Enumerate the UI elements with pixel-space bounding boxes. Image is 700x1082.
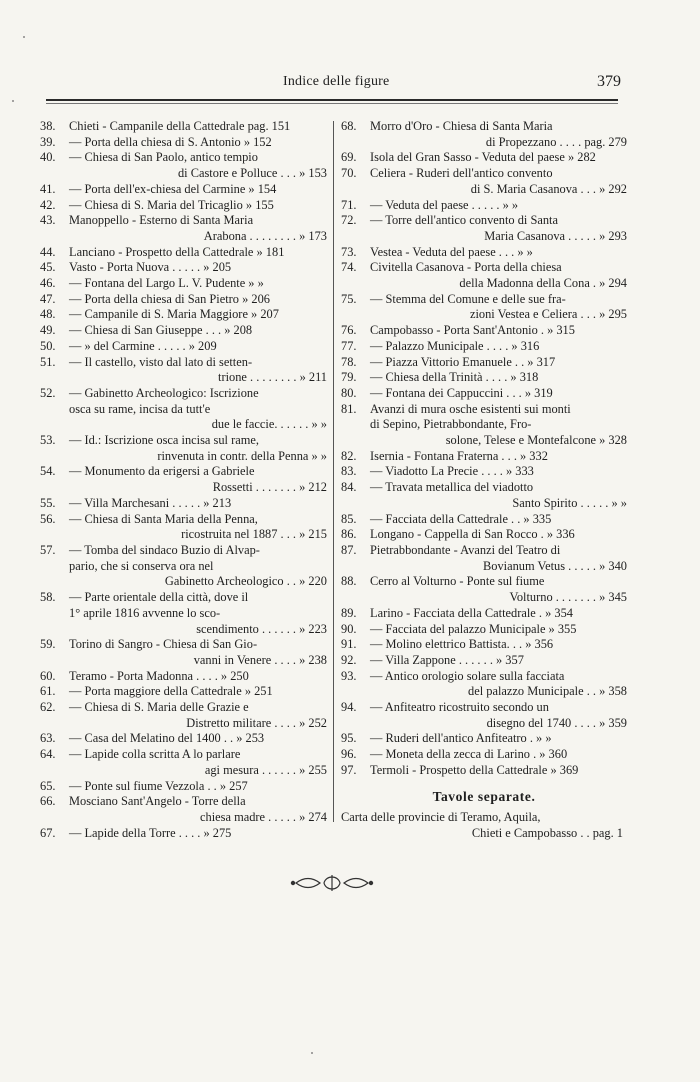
entry-text: Mosciano Sant'Angelo - Torre della bbox=[69, 794, 246, 809]
figure-number: 94. bbox=[341, 700, 357, 715]
entry-first-line bbox=[40, 355, 327, 371]
figure-number: 48. bbox=[40, 307, 56, 322]
entry-continuation-line: Gabinetto Archeologico . . » 220 bbox=[164, 574, 327, 589]
ornament-fleuron-icon bbox=[290, 873, 374, 893]
entry-text: — Chiesa di S. Maria delle Grazie e bbox=[69, 700, 249, 715]
index-entry bbox=[40, 355, 327, 386]
figure-number: 41. bbox=[40, 181, 56, 196]
entry-first-line bbox=[40, 684, 327, 700]
index-entry bbox=[40, 747, 327, 778]
plates-line-2: Chieti e Campobasso . . pag. 1 bbox=[471, 825, 623, 840]
figure-number: 60. bbox=[40, 668, 56, 683]
entry-first-line bbox=[40, 276, 327, 292]
entry-continuation-line: due le faccie. . . . . . » » bbox=[211, 417, 327, 432]
entry-first-line bbox=[40, 700, 327, 716]
entry-text: — Porta della chiesa di S. Antonio » 152 bbox=[69, 134, 272, 149]
entry-continuation-line: zioni Vestea e Celiera . . . » 295 bbox=[469, 307, 627, 322]
entry-first-line bbox=[40, 119, 327, 135]
figure-number: 95. bbox=[341, 731, 357, 746]
index-column-right bbox=[341, 119, 627, 842]
index-entry bbox=[341, 339, 627, 355]
entry-text: Isola del Gran Sasso - Veduta del paese » 282 bbox=[370, 150, 596, 165]
entry-text: Pietrabbondante - Avanzi del Teatro di bbox=[370, 542, 561, 557]
figure-number: 91. bbox=[341, 637, 357, 652]
entry-text: — Travata metallica del viadotto bbox=[370, 480, 534, 495]
entry-text: Cerro al Volturno - Ponte sul fiume bbox=[370, 574, 545, 589]
index-entry bbox=[40, 590, 327, 637]
figure-number: 90. bbox=[341, 621, 357, 636]
entry-first-line bbox=[40, 731, 327, 747]
figure-number: 87. bbox=[341, 542, 357, 557]
index-entry bbox=[341, 119, 627, 150]
entry-first-line bbox=[40, 637, 327, 653]
figure-number: 43. bbox=[40, 213, 56, 228]
entry-first-line bbox=[341, 292, 627, 308]
entry-first-line bbox=[40, 307, 327, 323]
entry-first-line bbox=[341, 700, 627, 716]
entry-continuation-line: chiesa madre . . . . . » 274 bbox=[200, 809, 327, 824]
figure-number: 92. bbox=[341, 652, 357, 667]
entry-text: — Viadotto La Precie . . . . » 333 bbox=[370, 464, 534, 479]
entry-text: — Villa Zappone . . . . . . » 357 bbox=[370, 652, 524, 667]
entry-continuation-line: di Sepino, Pietrabbondante, Fro- bbox=[370, 417, 532, 432]
entry-first-line bbox=[341, 386, 627, 402]
figure-number: 65. bbox=[40, 778, 56, 793]
figure-number: 82. bbox=[341, 448, 357, 463]
entry-text: — Piazza Vittorio Emanuele . . » 317 bbox=[370, 354, 556, 369]
paper-speck bbox=[23, 36, 25, 38]
index-entry bbox=[341, 480, 627, 511]
index-entry bbox=[341, 292, 627, 323]
entry-first-line bbox=[341, 166, 627, 182]
figure-number: 62. bbox=[40, 700, 56, 715]
index-entry bbox=[40, 496, 327, 512]
plates-heading: Tavole separate. bbox=[432, 788, 536, 804]
entry-text: — Porta della chiesa di San Pietro » 206 bbox=[69, 291, 270, 306]
entry-text: Vasto - Porta Nuova . . . . . » 205 bbox=[69, 260, 232, 275]
entry-continuation-line: del palazzo Municipale . . » 358 bbox=[468, 684, 627, 699]
entry-continuation-line: solone, Telese e Montefalcone » 328 bbox=[445, 433, 627, 448]
entry-text: — Anfiteatro ricostruito secondo un bbox=[370, 700, 549, 715]
entry-text: — Chiesa di S. Maria del Tricaglio » 155 bbox=[69, 197, 274, 212]
entry-first-line bbox=[40, 496, 327, 512]
index-entry bbox=[341, 543, 627, 574]
figure-number: 79. bbox=[341, 370, 357, 385]
figure-number: 38. bbox=[40, 119, 56, 133]
entry-text: Longano - Cappella di San Rocco . » 336 bbox=[370, 527, 575, 542]
entry-first-line bbox=[341, 370, 627, 386]
index-entry bbox=[341, 700, 627, 731]
entry-first-line bbox=[40, 779, 327, 795]
entry-first-line bbox=[341, 198, 627, 214]
figure-number: 89. bbox=[341, 605, 357, 620]
figure-number: 42. bbox=[40, 197, 56, 212]
entry-text: — Stemma del Comune e delle sue fra- bbox=[370, 291, 566, 306]
right-entries bbox=[341, 119, 627, 779]
index-entry bbox=[40, 684, 327, 700]
index-entry bbox=[341, 731, 627, 747]
figure-number: 71. bbox=[341, 197, 357, 212]
index-entry bbox=[341, 323, 627, 339]
entry-text: Chieti - Campanile della Cattedrale pag. 151 bbox=[69, 119, 291, 133]
figure-number: 88. bbox=[341, 574, 357, 589]
index-entry bbox=[40, 669, 327, 685]
entry-first-line bbox=[341, 260, 627, 276]
figure-number: 83. bbox=[341, 464, 357, 479]
entry-text: Termoli - Prospetto della Cattedrale » 369 bbox=[370, 762, 579, 777]
index-entry bbox=[40, 433, 327, 464]
entry-first-line bbox=[341, 449, 627, 465]
figure-number: 73. bbox=[341, 244, 357, 259]
index-entry bbox=[40, 198, 327, 214]
figure-number: 76. bbox=[341, 323, 357, 338]
index-entry bbox=[341, 150, 627, 166]
entry-text: — Tomba del sindaco Buzio di Alvap- bbox=[69, 542, 260, 557]
entry-continuation-line: osca su rame, incisa da tutt'e bbox=[69, 401, 211, 416]
index-entry bbox=[40, 464, 327, 495]
index-entry bbox=[40, 119, 327, 135]
index-entry bbox=[341, 370, 627, 386]
entry-text: Avanzi di mura osche esistenti sui monti bbox=[370, 401, 571, 416]
entry-first-line bbox=[341, 574, 627, 590]
index-entry bbox=[341, 747, 627, 763]
entry-text: — Torre dell'antico convento di Santa bbox=[370, 213, 558, 228]
entry-first-line bbox=[341, 606, 627, 622]
index-entry bbox=[341, 245, 627, 261]
entry-continuation-line: di Castore e Polluce . . . » 153 bbox=[177, 166, 327, 181]
paper-speck bbox=[12, 100, 14, 102]
page-number: 379 bbox=[597, 73, 621, 90]
entry-text: — Gabinetto Archeologico: Iscrizione bbox=[69, 385, 259, 400]
figure-number: 61. bbox=[40, 684, 56, 699]
index-entry bbox=[40, 135, 327, 151]
entry-text: — Porta maggiore della Cattedrale » 251 bbox=[69, 684, 273, 699]
index-entry bbox=[341, 213, 627, 244]
index-entry bbox=[40, 826, 327, 842]
entry-continuation-line: Bovianum Vetus . . . . . » 340 bbox=[483, 558, 627, 573]
entry-first-line bbox=[40, 150, 327, 166]
figure-number: 93. bbox=[341, 668, 357, 683]
entry-first-line bbox=[40, 198, 327, 214]
entry-first-line bbox=[40, 245, 327, 261]
entry-first-line bbox=[40, 260, 327, 276]
index-entry bbox=[341, 669, 627, 700]
figure-number: 80. bbox=[341, 385, 357, 400]
entry-continuation-line: vanni in Venere . . . . » 238 bbox=[193, 652, 327, 667]
entry-first-line bbox=[341, 669, 627, 685]
index-entry bbox=[40, 512, 327, 543]
entry-first-line bbox=[341, 527, 627, 543]
index-entry bbox=[341, 166, 627, 197]
entry-text: — Facciata della Cattedrale . . » 335 bbox=[370, 511, 552, 526]
index-entry bbox=[341, 402, 627, 449]
entry-first-line bbox=[341, 339, 627, 355]
entry-text: — Campanile di S. Maria Maggiore » 207 bbox=[69, 307, 279, 322]
entry-text: Celiera - Ruderi dell'antico convento bbox=[370, 166, 553, 181]
figure-number: 63. bbox=[40, 731, 56, 746]
entry-first-line bbox=[40, 590, 327, 606]
entry-first-line bbox=[341, 480, 627, 496]
figure-number: 44. bbox=[40, 244, 56, 259]
entry-text: — Id.: Iscrizione osca incisa sul rame, bbox=[69, 433, 259, 448]
entry-first-line bbox=[341, 213, 627, 229]
figure-number: 59. bbox=[40, 637, 56, 652]
entry-continuation-line: di Propezzano . . . . pag. 279 bbox=[485, 134, 627, 149]
entry-continuation-line: Maria Casanova . . . . . » 293 bbox=[484, 228, 627, 243]
entry-text: — Veduta del paese . . . . . » » bbox=[370, 197, 519, 212]
entry-text: — Moneta della zecca di Larino . » 360 bbox=[370, 747, 568, 762]
entry-first-line bbox=[40, 669, 327, 685]
index-entry bbox=[341, 622, 627, 638]
entry-text: Morro d'Oro - Chiesa di Santa Maria bbox=[370, 119, 553, 133]
entry-first-line bbox=[40, 794, 327, 810]
entry-text: — Casa del Melatino del 1400 . . » 253 bbox=[69, 731, 265, 746]
page-title: Indice delle figure bbox=[283, 74, 390, 89]
figure-number: 55. bbox=[40, 495, 56, 510]
figure-number: 56. bbox=[40, 511, 56, 526]
entry-first-line bbox=[341, 323, 627, 339]
entry-continuation-line: trione . . . . . . . . » 211 bbox=[218, 370, 327, 385]
entry-first-line bbox=[341, 464, 627, 480]
index-entry bbox=[341, 464, 627, 480]
figure-number: 50. bbox=[40, 338, 56, 353]
entry-text: Teramo - Porta Madonna . . . . » 250 bbox=[69, 668, 249, 683]
entry-text: — Porta dell'ex-chiesa del Carmine » 154 bbox=[69, 181, 277, 196]
index-entry bbox=[341, 449, 627, 465]
figure-number: 74. bbox=[341, 260, 357, 275]
index-entry bbox=[40, 323, 327, 339]
entry-continuation-line: disegno del 1740 . . . . » 359 bbox=[486, 715, 627, 730]
column-divider bbox=[333, 121, 334, 822]
index-entry bbox=[341, 260, 627, 291]
figure-number: 81. bbox=[341, 401, 357, 416]
entry-text: — Chiesa di Santa Maria della Penna, bbox=[69, 511, 258, 526]
entry-first-line bbox=[341, 747, 627, 763]
index-entry bbox=[40, 276, 327, 292]
entry-continuation-line: pario, che si conserva ora nel bbox=[69, 558, 214, 573]
entry-first-line bbox=[40, 433, 327, 449]
entry-first-line bbox=[341, 731, 627, 747]
entry-continuation-line: scendimento . . . . . . » 223 bbox=[196, 621, 327, 636]
entry-continuation-line: 1° aprile 1816 avvenne lo sco- bbox=[69, 605, 221, 620]
entry-continuation-line: ricostruita nel 1887 . . . » 215 bbox=[181, 527, 327, 542]
index-entry bbox=[341, 763, 627, 779]
index-entry bbox=[40, 731, 327, 747]
plates-line-1: Carta delle provincie di Teramo, Aquila, bbox=[341, 810, 541, 825]
index-entry bbox=[40, 543, 327, 590]
entry-first-line bbox=[341, 543, 627, 559]
index-column-left bbox=[40, 119, 327, 841]
entry-text: — Palazzo Municipale . . . . » 316 bbox=[370, 338, 540, 353]
entry-first-line bbox=[40, 386, 327, 402]
figure-number: 69. bbox=[341, 150, 357, 165]
entry-continuation-line: Distretto militare . . . . » 252 bbox=[186, 715, 327, 730]
figure-number: 72. bbox=[341, 213, 357, 228]
index-entry bbox=[40, 779, 327, 795]
header-rule-thick bbox=[46, 99, 618, 101]
figure-number: 96. bbox=[341, 747, 357, 762]
figure-number: 67. bbox=[40, 825, 56, 840]
entry-first-line bbox=[341, 355, 627, 371]
figure-number: 58. bbox=[40, 590, 56, 605]
figure-number: 46. bbox=[40, 276, 56, 291]
entry-text: Manoppello - Esterno di Santa Maria bbox=[69, 213, 254, 228]
index-entry bbox=[40, 150, 327, 181]
figure-number: 52. bbox=[40, 385, 56, 400]
entry-continuation-line: agi mesura . . . . . . » 255 bbox=[204, 762, 327, 777]
plates-entry bbox=[341, 810, 627, 841]
entry-text: — Fontana del Largo L. V. Pudente » » bbox=[69, 276, 264, 291]
entry-text: Vestea - Veduta del paese . . . » » bbox=[370, 244, 533, 259]
index-entry bbox=[40, 794, 327, 825]
entry-first-line bbox=[341, 763, 627, 779]
entry-continuation-line: della Madonna della Cona . » 294 bbox=[459, 276, 627, 291]
index-entry bbox=[341, 355, 627, 371]
entry-first-line bbox=[40, 826, 327, 842]
index-entry bbox=[341, 653, 627, 669]
index-entry bbox=[40, 182, 327, 198]
entry-text: — Monumento da erigersi a Gabriele bbox=[69, 464, 255, 479]
index-entry bbox=[40, 292, 327, 308]
entry-continuation-line: Santo Spirito . . . . . » » bbox=[512, 495, 627, 510]
entry-first-line bbox=[341, 119, 627, 135]
figure-number: 97. bbox=[341, 762, 357, 777]
figure-number: 47. bbox=[40, 291, 56, 306]
figure-number: 40. bbox=[40, 150, 56, 165]
figure-number: 77. bbox=[341, 338, 357, 353]
entry-text: — Parte orientale della città, dove il bbox=[69, 590, 249, 605]
figure-number: 57. bbox=[40, 542, 56, 557]
index-entry bbox=[341, 512, 627, 528]
entry-text: — Ruderi dell'antico Anfiteatro . » » bbox=[370, 731, 552, 746]
index-entry bbox=[341, 606, 627, 622]
index-entry bbox=[40, 260, 327, 276]
figure-number: 53. bbox=[40, 433, 56, 448]
entry-continuation-line: di S. Maria Casanova . . . » 292 bbox=[470, 181, 627, 196]
entry-text: — Chiesa di San Giuseppe . . . » 208 bbox=[69, 323, 253, 338]
entry-first-line bbox=[341, 653, 627, 669]
index-entry bbox=[40, 307, 327, 323]
figure-number: 49. bbox=[40, 323, 56, 338]
index-entry bbox=[341, 527, 627, 543]
entry-first-line bbox=[341, 245, 627, 261]
entry-first-line bbox=[341, 512, 627, 528]
entry-text: — » del Carmine . . . . . » 209 bbox=[69, 338, 217, 353]
entry-text: — Molino elettrico Battista. . . » 356 bbox=[370, 637, 554, 652]
entry-text: — Ponte sul fiume Vezzola . . » 257 bbox=[69, 778, 248, 793]
entry-text: — Fontana dei Cappuccini . . . » 319 bbox=[370, 385, 553, 400]
entry-continuation-line: rinvenuta in contr. della Penna » » bbox=[157, 448, 327, 463]
entry-first-line bbox=[341, 637, 627, 653]
figure-number: 78. bbox=[341, 354, 357, 369]
entry-first-line bbox=[341, 622, 627, 638]
index-entry bbox=[40, 339, 327, 355]
figure-number: 86. bbox=[341, 527, 357, 542]
entry-first-line bbox=[40, 182, 327, 198]
figure-number: 68. bbox=[341, 119, 357, 133]
index-entry bbox=[40, 213, 327, 244]
index-entry bbox=[40, 386, 327, 433]
index-entry bbox=[40, 700, 327, 731]
entry-first-line bbox=[40, 213, 327, 229]
entry-text: — Chiesa di San Paolo, antico tempio bbox=[69, 150, 258, 165]
entry-text: Larino - Facciata della Cattedrale . » 354 bbox=[370, 605, 573, 620]
figure-number: 54. bbox=[40, 464, 56, 479]
index-entry bbox=[40, 637, 327, 668]
entry-text: — Lapide colla scritta A lo parlare bbox=[69, 747, 241, 762]
entry-first-line bbox=[40, 292, 327, 308]
entry-text: — Lapide della Torre . . . . » 275 bbox=[69, 825, 232, 840]
entry-text: — Il castello, visto dal lato di setten- bbox=[69, 354, 253, 369]
figure-number: 70. bbox=[341, 166, 357, 181]
header-rule-thin bbox=[46, 103, 618, 104]
entry-text: — Facciata del palazzo Municipale » 355 bbox=[370, 621, 577, 636]
entry-text: Campobasso - Porta Sant'Antonio . » 315 bbox=[370, 323, 575, 338]
entry-first-line bbox=[341, 402, 627, 418]
paper-speck bbox=[311, 1052, 313, 1054]
figure-number: 85. bbox=[341, 511, 357, 526]
entry-text: Lanciano - Prospetto della Cattedrale » 181 bbox=[69, 244, 285, 259]
figure-number: 45. bbox=[40, 260, 56, 275]
entry-text: — Villa Marchesani . . . . . » 213 bbox=[69, 495, 232, 510]
figure-number: 75. bbox=[341, 291, 357, 306]
entry-first-line bbox=[40, 464, 327, 480]
entry-first-line bbox=[40, 135, 327, 151]
figure-number: 84. bbox=[341, 480, 357, 495]
figure-number: 39. bbox=[40, 134, 56, 149]
entry-first-line bbox=[341, 150, 627, 166]
index-entry bbox=[341, 386, 627, 402]
entry-first-line bbox=[40, 512, 327, 528]
index-entry bbox=[341, 198, 627, 214]
figure-number: 66. bbox=[40, 794, 56, 809]
entry-text: Torino di Sangro - Chiesa di San Gio- bbox=[69, 637, 258, 652]
figure-number: 51. bbox=[40, 354, 56, 369]
page-header bbox=[0, 74, 700, 94]
index-entry bbox=[40, 245, 327, 261]
index-entry bbox=[341, 637, 627, 653]
entry-first-line bbox=[40, 339, 327, 355]
entry-first-line bbox=[40, 543, 327, 559]
figure-number: 64. bbox=[40, 747, 56, 762]
entry-continuation-line: Rossetti . . . . . . . » 212 bbox=[212, 480, 327, 495]
entry-text: Isernia - Fontana Fraterna . . . » 332 bbox=[370, 448, 548, 463]
entry-continuation-line: Volturno . . . . . . . » 345 bbox=[509, 590, 627, 605]
index-entry bbox=[341, 574, 627, 605]
entry-text: — Antico orologio solare sulla facciata bbox=[370, 668, 565, 683]
entry-continuation-line: Arabona . . . . . . . . » 173 bbox=[203, 228, 327, 243]
entry-first-line bbox=[40, 323, 327, 339]
entry-text: Civitella Casanova - Porta della chiesa bbox=[370, 260, 562, 275]
entry-first-line bbox=[40, 747, 327, 763]
entry-text: — Chiesa della Trinità . . . . » 318 bbox=[370, 370, 539, 385]
